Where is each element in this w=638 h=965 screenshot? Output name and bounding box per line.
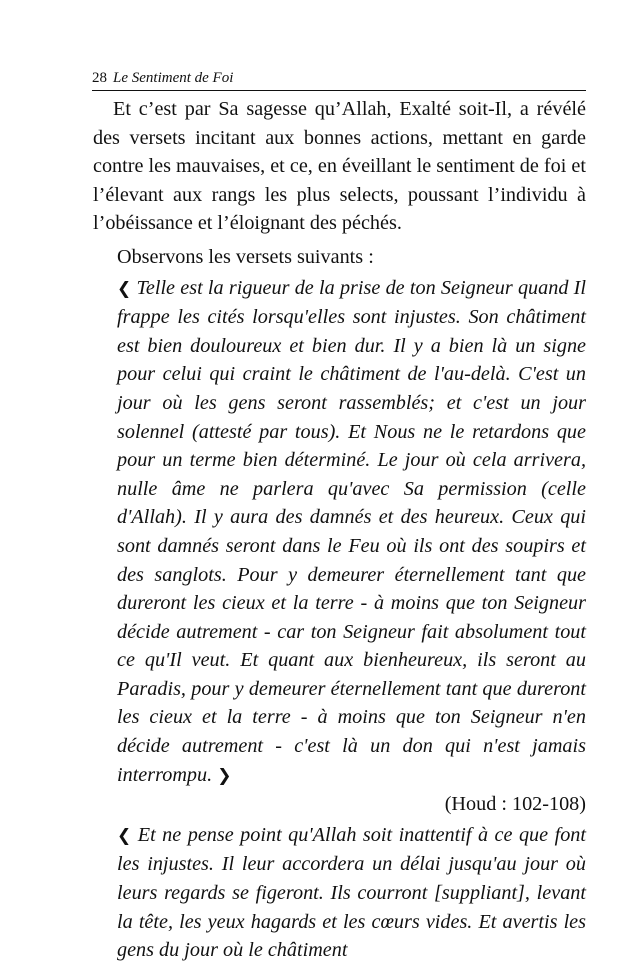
- quran-quote-1: [117, 274, 586, 791]
- running-header: [92, 66, 586, 91]
- quote-reference: (Houd : 102-108): [444, 793, 586, 816]
- open-bracket-icon: ❮: [117, 825, 132, 846]
- body-paragraph: Et c’est par Sa sagesse qu’Allah, Exalté soit-Il, a révélé des versets incitant aux bonnes actions, mettant en garde contre les mauvaises, et ce, en éveillant le sentiment de foi et l’élevant aux rangs les plus selects, poussant l’individu à l’obéissance et l’éloignant des péchés.: [93, 98, 586, 235]
- page-body: [93, 95, 586, 965]
- close-bracket-icon: ❯: [217, 765, 232, 786]
- page-number: 28: [92, 70, 107, 86]
- quran-quote-2: [117, 821, 586, 965]
- open-bracket-icon: ❮: [117, 278, 132, 299]
- quote-intro: Observons les versets suivants :: [117, 245, 374, 268]
- quote-text: Telle est la rigueur de la prise de ton Seigneur quand Il frappe les cités lorsqu'elles sont injustes. Son châtiment est bien douloureux et bien dur. Il y a bien là un signe pour celui qui craint le châtiment de l'au-delà. C'est un jour où les gens seront rassemblés; et c'est un jour solennel (attesté par tous). Et Nous ne le retardons que pour un terme bien déterminé. Le jour où cela arrivera, nulle âme ne parlera qu'avec Sa permission (celle d'Allah). Il y aura des damnés et des heureux. Ceux qui sont damnés seront dans le Feu où ils ont des soupirs et des sanglots. Pour y demeurer éternellement tant que dureront les cieux et la terre - à moins que ton Seigneur décide autrement - car ton Seigneur fait absolument tout ce qu'Il veut. Et quant aux bienheureux, ils seront au Paradis, pour y demeurer éternellement tant que dureront les cieux et la terre - à moins que ton Seigneur n'en décide autrement - c'est là un don qui n'est jamais interrompu.: [117, 276, 586, 786]
- quote-text: Et ne pense point qu'Allah soit inattentif à ce que font les injustes. Il leur accordera un délai jusqu'au jour où leurs regards se figeront. Ils courront [suppliant], levant la tête, les yeux hagards et les cœurs vides. Et avertis les gens du jour où le châtiment: [117, 823, 587, 962]
- book-title: Le Sentiment de Foi: [113, 70, 234, 86]
